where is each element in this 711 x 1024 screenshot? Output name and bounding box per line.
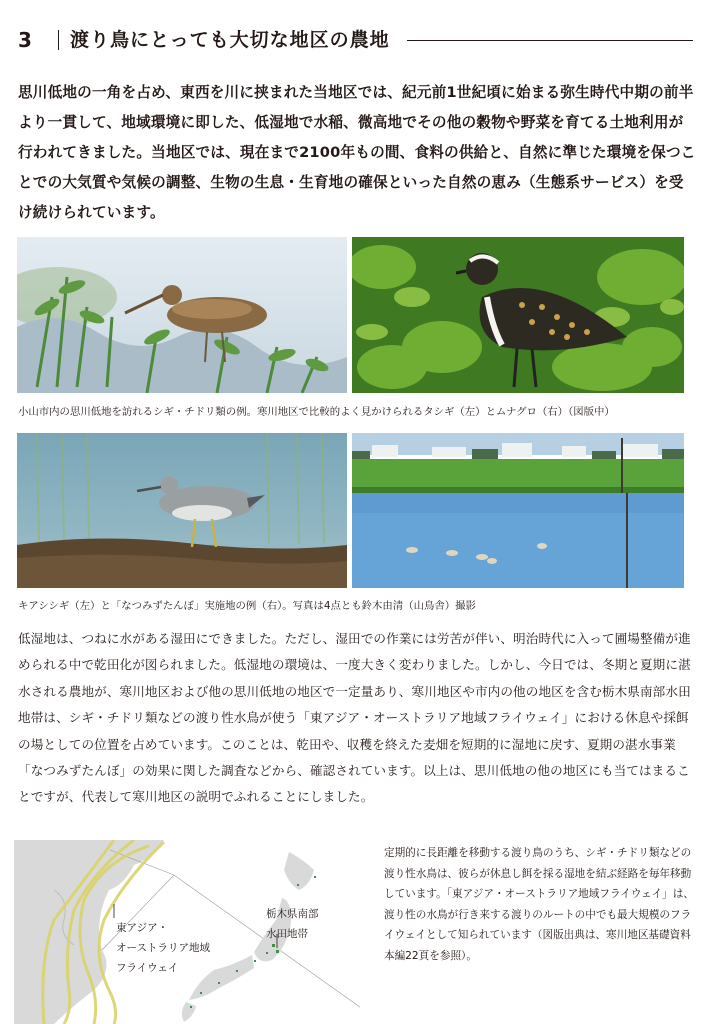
photo-caption-2: キアシシギ（左）と「なつみずたんぼ」実施地の例（右）。写真は4点とも鈴木由清（山鳥舎）撮影: [18, 600, 476, 612]
section-header: [18, 26, 693, 54]
photo-flooded-field: [352, 433, 684, 588]
photo-snipe: [17, 237, 347, 393]
section-number: 3: [18, 28, 32, 52]
header-rule: [407, 40, 693, 41]
intro-paragraph: 思川低地の一角を占め、東西を川に挟まれた当地区では、紀元前1世紀頃に始まる弥生時代中期の前半より一貫して、地域環境に即した、低湿地で水稲、微高地でその他の穀物や野菜を育てる土地利用が行われてきました。当地区では、現在まで2100年もの間、食料の供給と、自然に準じた環境を保つことでの大気質や気候の調整、生物の生息・生育地の確保といった自然の恵み（生態系サービス）を受け続けられています。: [18, 84, 696, 221]
map-note: 定期的に長距離を移動する渡り鳥のうち、シギ・チドリ類などの渡り性水鳥は、彼らが休息し餌を採る湿地を結ぶ経路を毎年移動しています。「東アジア・オーストラリア地域フライウェイ」は、渡り性の水鳥が行き来する渡りのルートの中でも最大規模のフライウェイとして知られています（図版出典は、寒川地区基礎資料本編22頁を参照）。: [384, 847, 694, 962]
body-paragraph: 低湿地は、つねに水がある湿田にできました。ただし、湿田での作業には労苦が伴い、明治時代に入って圃場整備が進められる中で乾田化が図られました。低湿地の環境は、一度大きく変わりました。しかし、今日では、冬期と夏期に湛水される農地が、寒川地区および他の思川低地の地区で一定量あり、寒川地区や市内の他の地区を含む栃木県南部水田地帯は、シギ・チドリ類などの渡り性水鳥が使う「東アジア・オーストラリア地域フライウェイ」における休息や採餌の場としての位置を占めています。このことは、乾田や、収穫を終えた麦畑を短期的に湿地に戻す、夏期の湛水事業「なつみずたんぼ」の効果に関した調査などから、確認されています。以上は、思川低地の他の地区にも当てはまることですが、代表して寒川地区の説明でふれることにしました。: [18, 631, 691, 805]
photo-caption-1: 小山市内の思川低地を訪れるシギ・チドリ類の例。寒川地区で比較的よく見かけられるタシギ（左）とムナグロ（右）（図版中）: [18, 406, 615, 418]
section-title: 渡り鳥にとっても大切な地区の農地: [70, 29, 390, 51]
section-divider: [58, 30, 59, 50]
area-label: 栃木県南部 水田地帯: [266, 908, 319, 940]
photo-tattler: [17, 433, 347, 588]
photo-plover: [352, 237, 684, 393]
flyway-label: 東アジア・ オーストラリア地域 フライウェイ: [116, 922, 210, 974]
flyway-map: [14, 840, 360, 1024]
